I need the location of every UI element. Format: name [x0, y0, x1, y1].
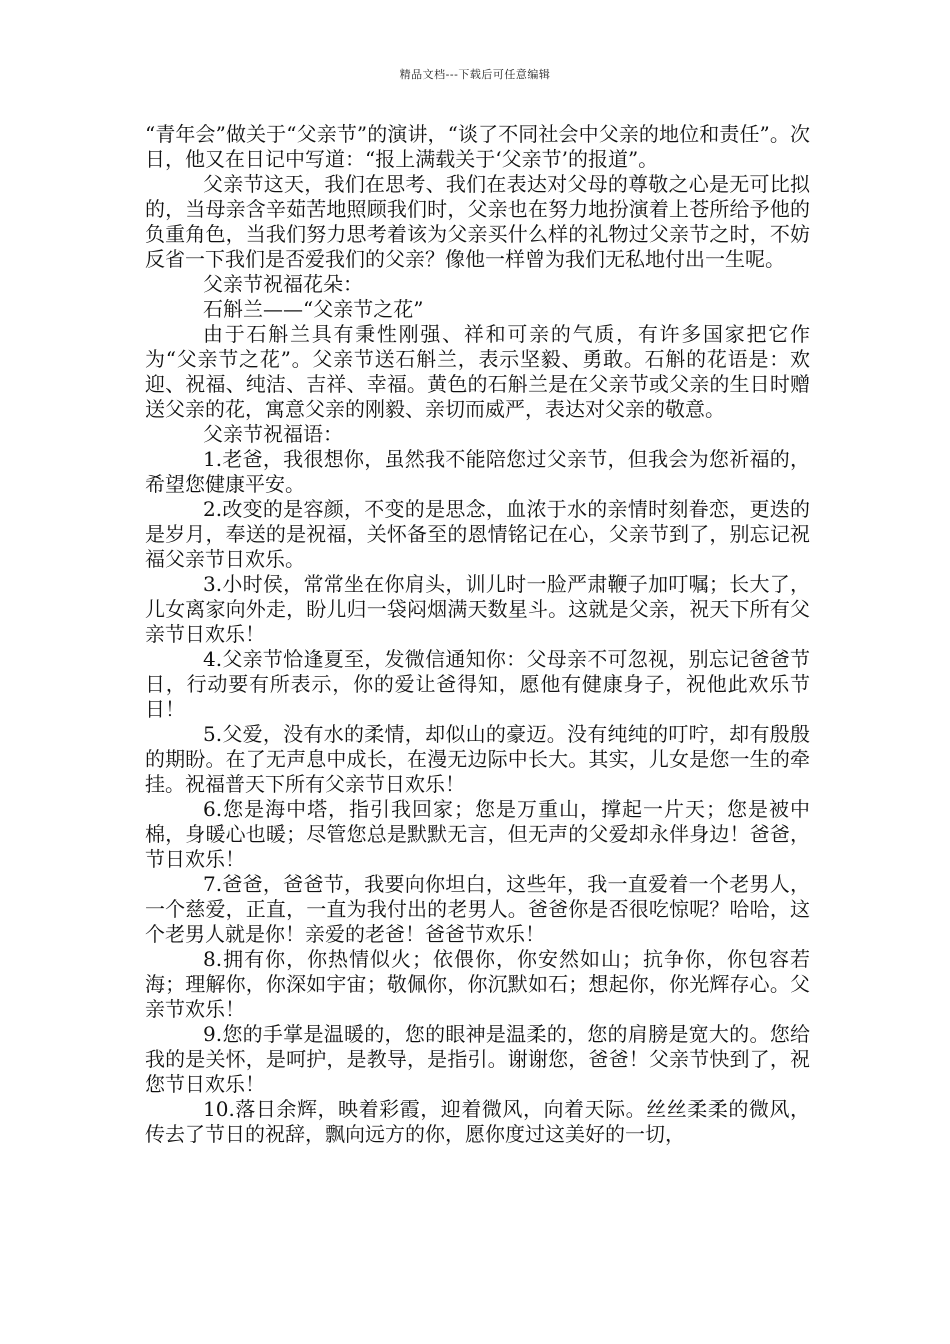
paragraph: 由于石斛兰具有秉性刚强、祥和可亲的气质，有许多国家把它作为“父亲节之花”。父亲节送石斛兰，表示坚毅、勇敢。石斛的花语是：欢迎、祝福、纯洁、吉祥、幸福。黄色的石斛兰是在父亲节或父亲的生日时赠送父亲的花，寓意父亲的刚毅、亲切而威严，表达对父亲的敬意。: [145, 322, 810, 421]
page-header: 精品文档---下载后可任意编辑: [399, 68, 551, 81]
list-item: 3.小时侯，常常坐在你肩头，训儿时一脸严肃鞭子加叮嘱；长大了，儿女离家向外走，盼儿归一袋闷烟满天数星斗。这就是父亲，祝天下所有父亲节日欢乐！: [145, 572, 810, 646]
document-body: [145, 122, 810, 1147]
list-item: 4.父亲节恰逢夏至，发微信通知你：父母亲不可忽视，别忘记爸爸节日，行动要有所表示，你的爱让爸得知，愿他有健康身子，祝他此欢乐节日！: [145, 647, 810, 721]
list-item: 6.您是海中塔，指引我回家；您是万重山，撑起一片天；您是被中棉，身暖心也暖；尽管您总是默默无言，但无声的父爱却永伴身边！爸爸，节日欢乐！: [145, 797, 810, 871]
list-item: 8.拥有你，你热情似火；依偎你，你安然如山；抗争你，你包容若海；理解你，你深如宇宙；敬佩你，你沉默如石；想起你，你光辉存心。父亲节欢乐！: [145, 947, 810, 1021]
section-heading: 父亲节祝福语：: [203, 422, 343, 446]
list-item: 10.落日余辉，映着彩霞，迎着微风，向着天际。丝丝柔柔的微风，传去了节日的祝辞，飘向远方的你，愿你度过这美好的一切，: [145, 1097, 810, 1146]
list-item: 2.改变的是容颜，不变的是思念，血浓于水的亲情时刻眷恋，更迭的是岁月，奉送的是祝福，关怀备至的恩情铭记在心，父亲节到了，别忘记祝福父亲节日欢乐。: [145, 497, 810, 571]
paragraph: “青年会”做关于“父亲节”的演讲，“谈了不同社会中父亲的地位和责任”。次日，他又在日记中写道：“报上满载关于‘父亲节’的报道”。: [145, 122, 810, 171]
list-item: 1.老爸，我很想你，虽然我不能陪您过父亲节，但我会为您祈福的，希望您健康平安。: [145, 447, 810, 496]
list-item: 5.父爱，没有水的柔情，却似山的豪迈。没有纯纯的叮咛，却有殷殷的期盼。在了无声息中成长，在漫无边际中长大。其实，儿女是您一生的牵挂。祝福普天下所有父亲节日欢乐！: [145, 722, 810, 796]
list-item: 7.爸爸，爸爸节，我要向你坦白，这些年，我一直爱着一个老男人，一个慈爱，正直，一直为我付出的老男人。爸爸你是否很吃惊呢？哈哈，这个老男人就是你！亲爱的老爸！爸爸节欢乐！: [145, 872, 810, 946]
list-item: 9.您的手掌是温暖的，您的眼神是温柔的，您的肩膀是宽大的。您给我的是关怀，是呵护，是教导，是指引。谢谢您，爸爸！父亲节快到了，祝您节日欢乐！: [145, 1022, 810, 1096]
paragraph: 父亲节这天，我们在思考、我们在表达对父母的尊敬之心是无可比拟的，当母亲含辛茹苦地照顾我们时，父亲也在努力地扮演着上苍所给予他的负重角色，当我们努力思考着该为父亲买什么样的礼物过父亲节之时，不妨反省一下我们是否爱我们的父亲？像他一样曾为我们无私地付出一生呢。: [145, 172, 810, 271]
section-heading: 父亲节祝福花朵：: [203, 272, 363, 296]
section-heading: 石斛兰——“父亲节之花”: [203, 297, 424, 321]
